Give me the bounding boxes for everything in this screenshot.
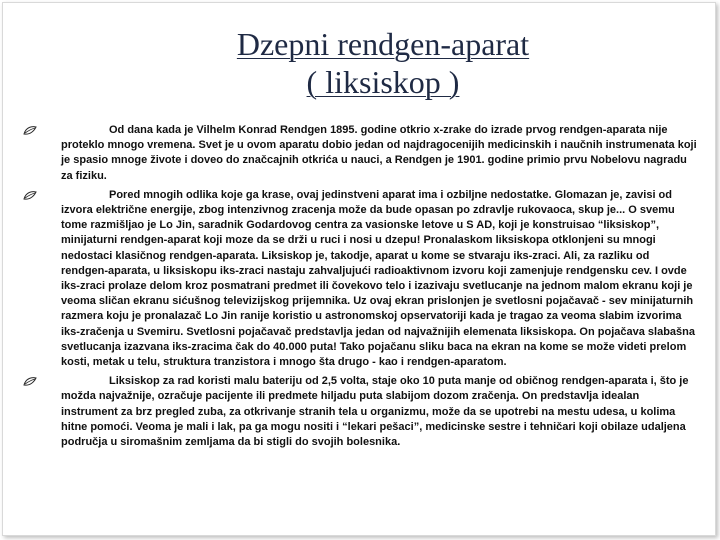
bullet-item (23, 374, 699, 450)
bullet-text: Liksiskop za rad koristi malu bateriju od 2,5 volta, staje oko 10 puta manje od običnog rendgen-aparata i, što je možda najvažnije, ozračuje pacijente ili predmete hiljadu puta slabijom dozom zračenja. On predstavlja idealan instrument za brz pregled zuba, za otkrivanje stranih tela u organizmu, može da se upotrebi na mestu udesa, u kolima hitne pomoći. Veoma je mali i lak, pa ga mogu nositi i “lekari pešaci”, medicinske sestre i tehničari koji obilaze udaljena područja u siromašnim zemljama da bi stigli do svojih bolesnika. (61, 375, 689, 449)
bullet-list (23, 123, 699, 454)
slide (2, 2, 716, 536)
slide-title (153, 25, 613, 101)
bullet-item (23, 188, 699, 370)
title-line-1: Dzepni rendgen-aparat (236, 26, 530, 62)
leaf-bullet-icon (23, 125, 37, 137)
title-line-2: ( liksiskop ) (306, 64, 460, 100)
bullet-item (23, 123, 699, 184)
bullet-text: Od dana kada je Vilhelm Konrad Rendgen 1895. godine otkrio x-zrake do izrade prvog rendgen-aparata nije proteklo mnogo vremena. Svet je u ovom aparatu dobio jedan od najdragocenijih medicinskih i naučnih instrumenata koji je spasio mnoge živote i doveo do značcajnih otkrića u nauci, a Rendgen je 1901. godine primio prvu Nobelovu nagradu za fiziku. (61, 124, 697, 182)
leaf-bullet-icon (23, 190, 37, 202)
leaf-bullet-icon (23, 376, 37, 388)
bullet-text: Pored mnogih odlika koje ga krase, ovaj jedinstveni aparat ima i ozbiljne nedostatke. Glomazan je, zavisi od izvora električne energije, zbog intenzivnog zracenja može da bude opasan po zdravlje rukovaoca, skup je... O svemu tome razmišljao je Lo Jin, saradnik Godardovog centra za vasionske letove u S AD, koji je konstruisao “liksiskop”, minijaturni rendgen-aparat koji moze da se drži u ruci i nosi u dzepu! Pronalaskom liksiskopa otklonjeni su mnogi nedostaci klasičnog rendgen-aparata. Liksiskop je, takodje, aparat u kome se stvaraju iks-zraci. Ali, za razliku od rendgen-aparata, u liksiskopu iks-zraci nastaju zahvaljujući radioaktivnom izvoru koji zamenjuje rendgensku cev. I ovde iks-zraci prolaze delom kroz posmatrani predmet ili čovekovo telo i izazivaju svetlucanje na jednom malom ekranu koji je veoma sličan ekranu sićušnog televizijskog prijemnika. Uz ovaj ekran prislonjen je svetlosni pojačavač - sev minijaturnih razmera koju je pronalazač Lo Jin ranije koristio u astronomskoj opservatoriji kada je tragao za veoma slabim izvorima iks-zračenja u Svemiru. Svetlosni pojačavač predstavlja jedan od najvažnijih elemenata liksiskopa. On pojačava slabašna svetlucanja izazvana iks-zracima čak do 40.000 puta! Tako pojačanu sliku baca na ekran na kome se može videti prelom kosti, metak u telu, struktura tranzistora i mnogo šta drugo - kao i rendgen-aparatom. (61, 188, 695, 369)
